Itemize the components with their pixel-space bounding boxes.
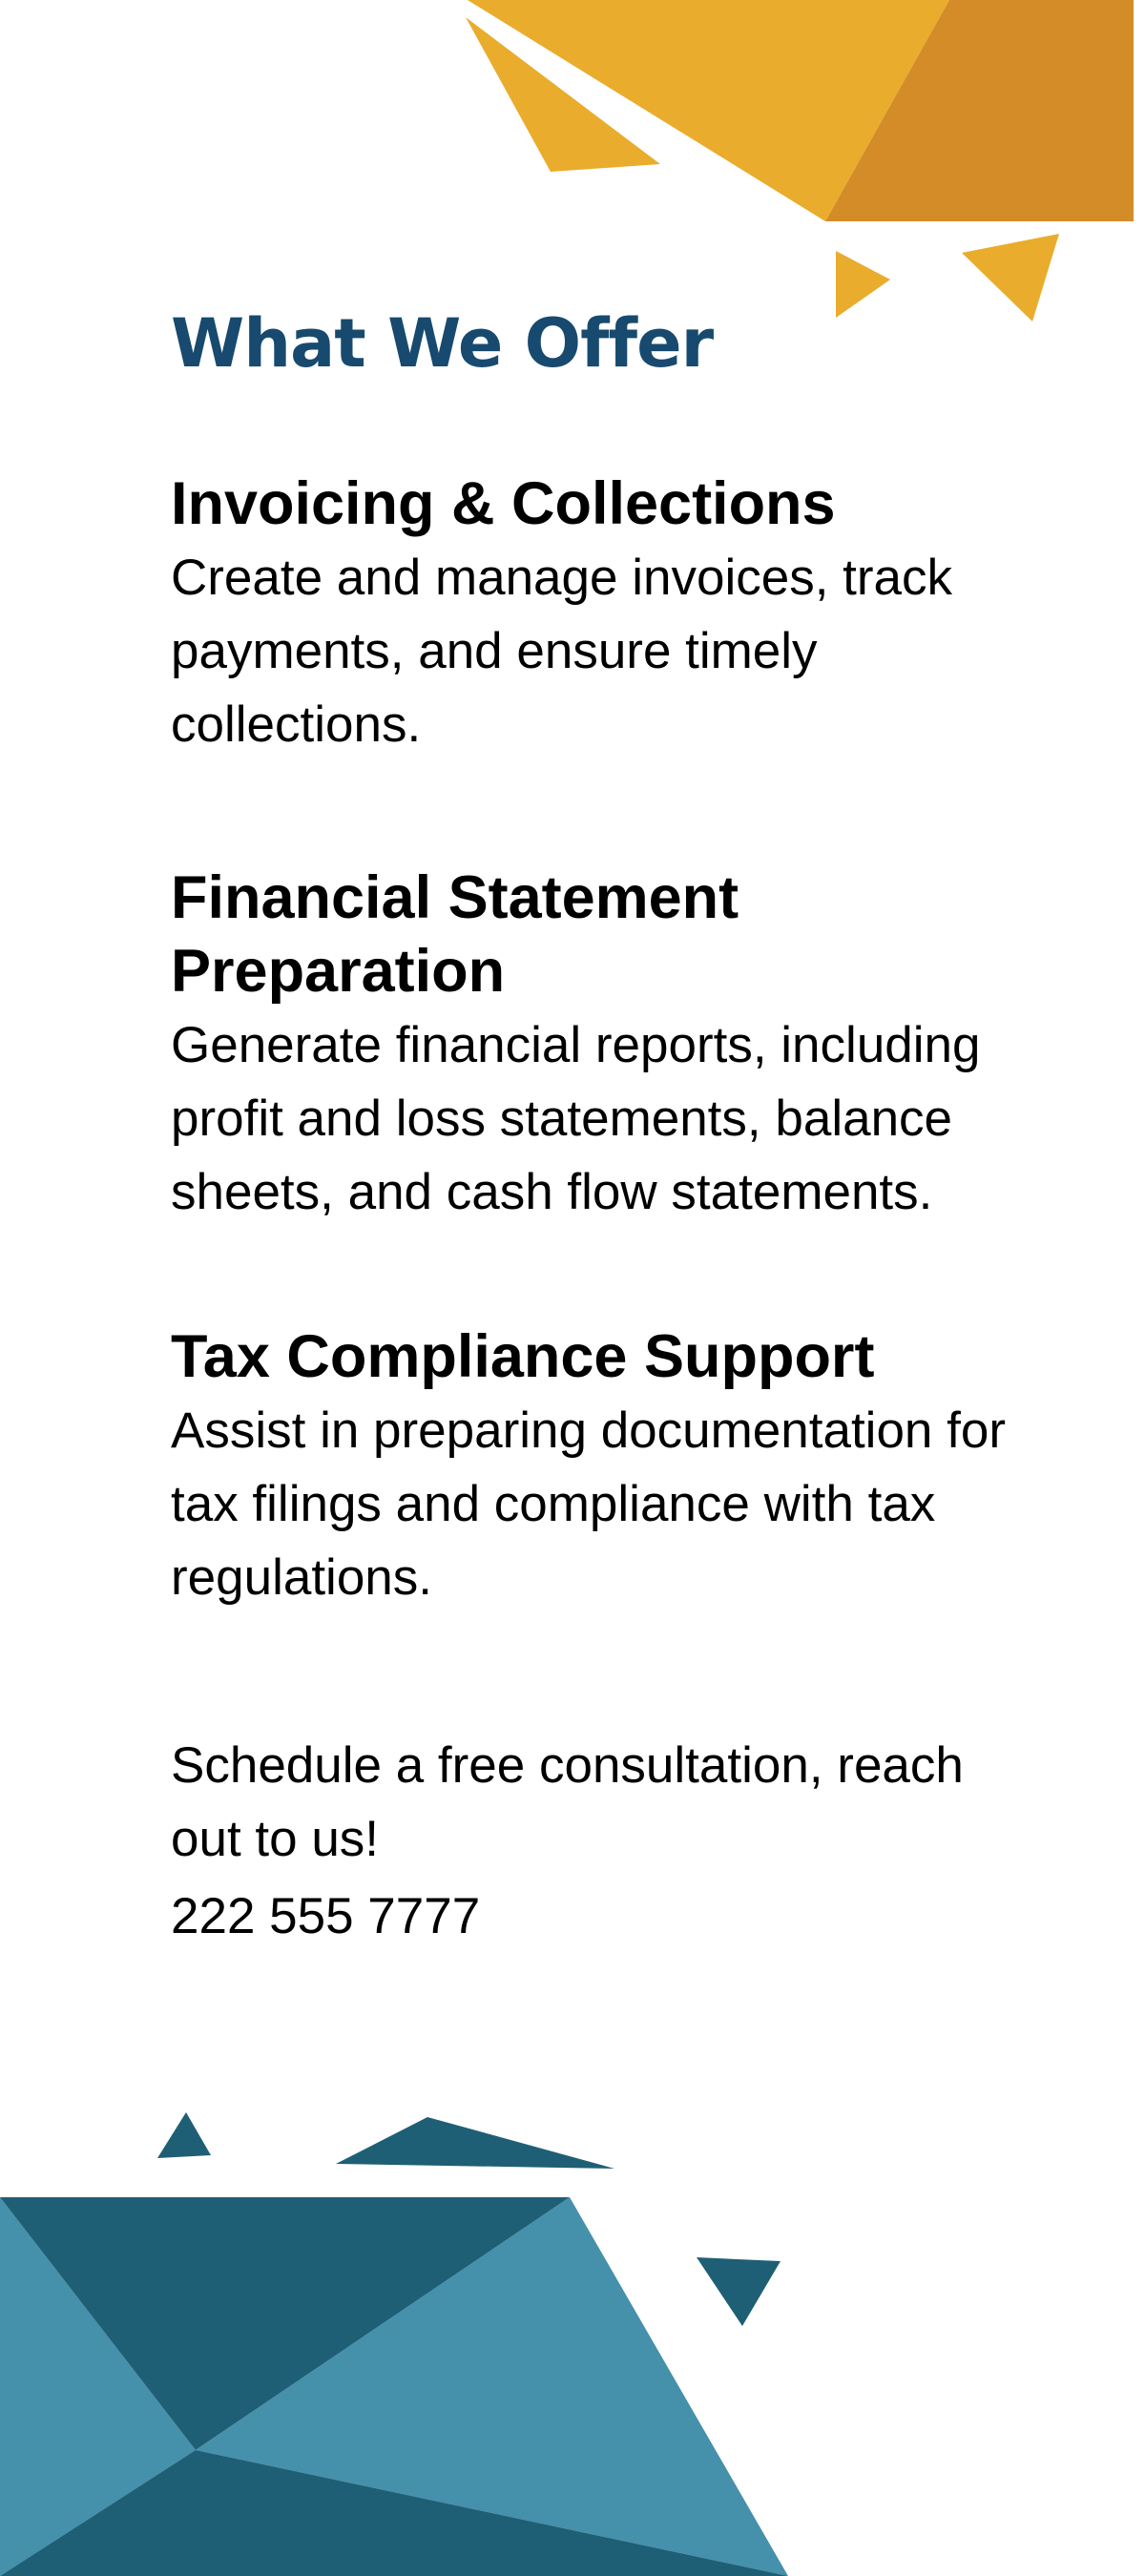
bottom-light-left — [0, 2197, 196, 2576]
service-invoicing — [171, 467, 1030, 761]
bottom-small-triangle-2 — [697, 2257, 781, 2326]
main-content — [171, 305, 1030, 1953]
service-title: Financial Statement Preparation — [171, 864, 739, 1005]
cta-text: Schedule a free consultation, reach out to us! — [171, 1737, 964, 1867]
top-gold-shape — [468, 0, 949, 221]
service-title: Tax Compliance Support — [171, 1323, 875, 1390]
bottom-dark-upper — [0, 2197, 570, 2450]
service-description: Generate financial reports, including profit and loss statements, balance sheets, and cash flow statements. — [171, 1017, 981, 1220]
bottom-small-triangle-1 — [157, 2112, 211, 2158]
bottom-sliver-triangle — [336, 2117, 614, 2169]
service-title: Invoicing & Collections — [171, 470, 836, 537]
service-description: Create and manage invoices, track payments, and ensure timely collections. — [171, 550, 952, 753]
service-tax-compliance — [171, 1320, 1030, 1614]
top-gold-triangle-left — [466, 17, 660, 172]
service-financial-statements — [171, 862, 1030, 1229]
page-heading: What We Offer — [171, 304, 714, 383]
service-description: Assist in preparing documentation for tax filings and compliance with tax regulations. — [171, 1402, 1006, 1606]
bottom-dark-lower — [0, 2450, 788, 2576]
bottom-light-right — [196, 2197, 788, 2576]
contact-cta — [171, 1729, 1030, 1953]
top-orange-shape — [825, 0, 1134, 221]
phone-number: 222 555 7777 — [171, 1888, 481, 1944]
